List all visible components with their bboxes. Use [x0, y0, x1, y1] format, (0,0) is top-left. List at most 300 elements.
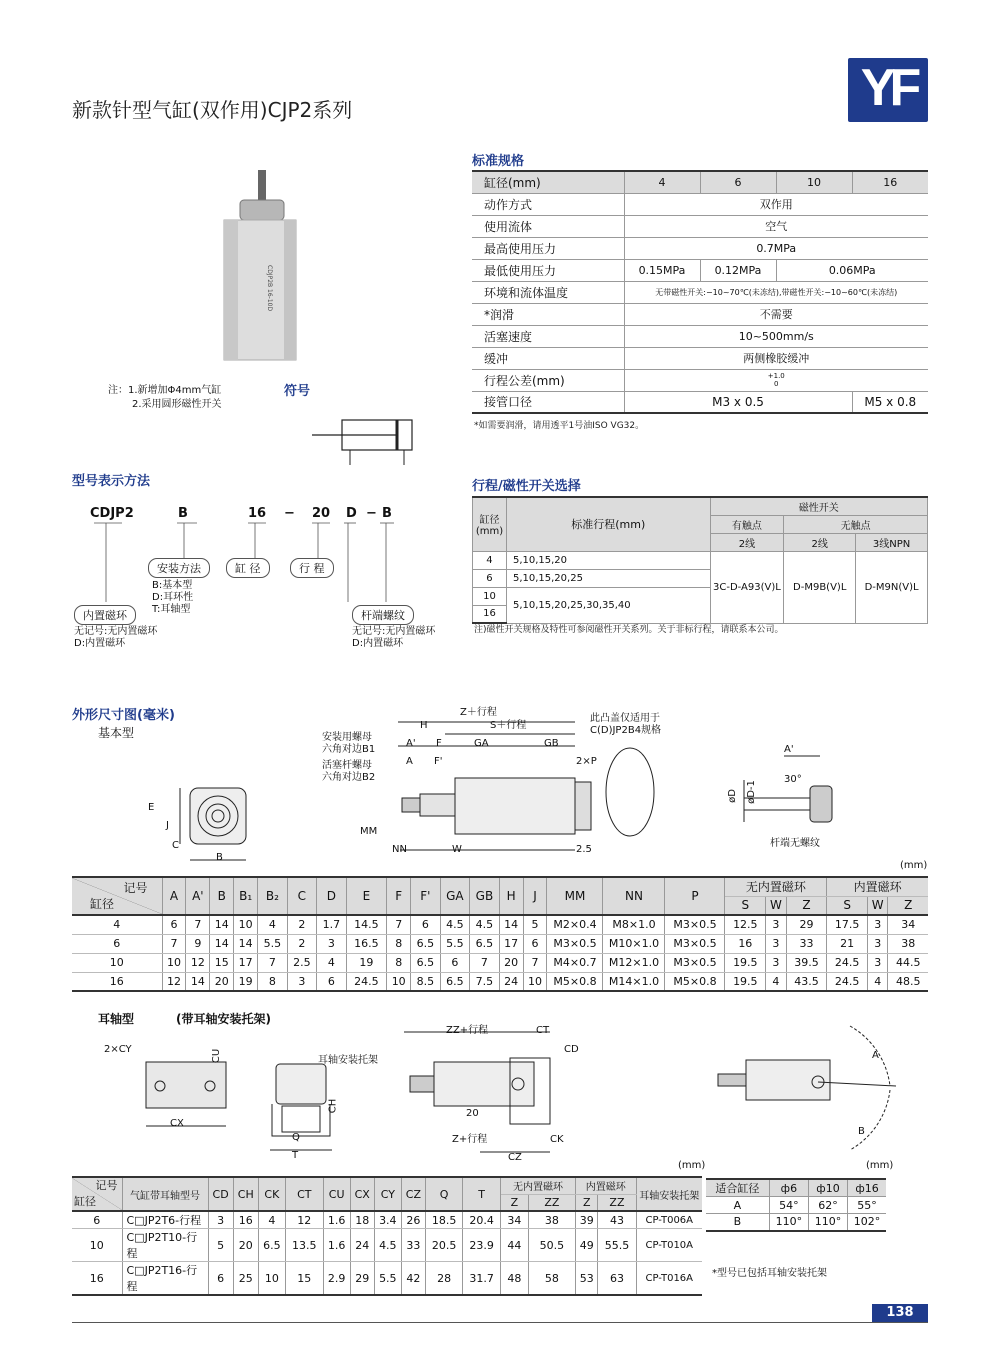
label-f1: F' — [434, 756, 443, 767]
spec-label: 缓冲 — [472, 347, 624, 369]
spec-value: 0.7MPa — [624, 237, 928, 259]
stroke-switch-table — [472, 496, 928, 624]
mount-option: B:基本型 — [152, 580, 193, 591]
ear-h: CH — [233, 1177, 258, 1211]
stroke-h-contact: 有触点 — [710, 515, 784, 533]
angle-h: ф10 — [808, 1179, 847, 1197]
label-e: E — [148, 802, 155, 813]
dim-h: H — [499, 877, 523, 915]
table-cell: 23.9 — [463, 1229, 501, 1262]
table-cell: C□JP2T6-行程 — [122, 1211, 208, 1229]
dim-h-corner — [72, 877, 162, 915]
table-cell: 10 — [72, 953, 162, 972]
ear-h: CZ — [401, 1177, 425, 1211]
ear-note: *型号已包括耳轴安装托架 — [712, 1268, 827, 1279]
ear-unit-1: (mm) — [678, 1160, 706, 1171]
ear-h: Q — [425, 1177, 463, 1211]
angle-cell: 62° — [808, 1197, 847, 1214]
table-cell: M3×0.5 — [547, 934, 603, 953]
table-cell: 14 — [234, 934, 258, 953]
symbol-label: 符号 — [284, 384, 311, 399]
stroke-bore: 10 — [473, 587, 507, 605]
table-cell: M10×1.0 — [603, 934, 665, 953]
table-cell: 4.5 — [374, 1229, 401, 1262]
model-part-stroke: 20 — [312, 506, 331, 521]
spec-header-16: 16 — [852, 171, 928, 193]
dimension-subtitle: 基本型 — [98, 726, 135, 740]
label-od: øD — [726, 789, 738, 803]
spec-value: 无带磁性开关:−10~70℃(未冻结),带磁性开关:−10~60℃(未冻结) — [624, 281, 928, 303]
rod-end-drawing — [724, 750, 844, 840]
table-cell: 3 — [867, 953, 888, 972]
spec-value: 0.15MPa — [624, 259, 700, 281]
spec-label: 动作方式 — [472, 193, 624, 215]
table-cell: 7.5 — [470, 972, 500, 991]
dimension-table — [72, 876, 928, 992]
table-row — [72, 1229, 702, 1262]
table-cell: 24.5 — [827, 953, 868, 972]
table-cell: CP-T010A — [636, 1229, 702, 1262]
table-cell: 17.5 — [827, 915, 868, 934]
ear-side-drawing — [400, 1028, 580, 1168]
table-cell: 3 — [287, 972, 316, 991]
spec-header-10: 10 — [776, 171, 852, 193]
table-cell: 50.5 — [528, 1229, 575, 1262]
table-cell: 8 — [387, 953, 411, 972]
table-cell: 4 — [258, 915, 287, 934]
stroke-values: 5,10,15,20,25 — [506, 569, 710, 587]
table-cell: M12×1.0 — [603, 953, 665, 972]
table-cell: 12.5 — [725, 915, 766, 934]
table-cell: 6 — [72, 934, 162, 953]
table-cell: 31.7 — [463, 1262, 501, 1296]
ear-h-sub: ZZ — [598, 1194, 636, 1211]
ear-h: T — [463, 1177, 501, 1211]
mount-option: T:耳轴型 — [152, 604, 191, 615]
model-part-dash2: − — [366, 506, 377, 521]
label-ct: CT — [536, 1025, 550, 1036]
spec-tolerance — [624, 369, 928, 391]
table-cell: 6 — [162, 915, 186, 934]
table-cell: 5.5 — [374, 1262, 401, 1296]
dim-h: D — [317, 877, 346, 915]
table-cell: 3 — [766, 934, 787, 953]
table-cell: 39 — [576, 1211, 598, 1229]
table-cell: 6.5 — [470, 934, 500, 953]
table-row — [72, 972, 928, 991]
ear-h: CX — [350, 1177, 374, 1211]
table-cell: M2×0.4 — [547, 915, 603, 934]
table-cell: 7 — [523, 953, 547, 972]
table-cell: 7 — [387, 915, 411, 934]
table-cell: 21 — [827, 934, 868, 953]
table-cell: 3.4 — [374, 1211, 401, 1229]
ear-subtitle: (带耳轴安装托架) — [176, 1012, 271, 1026]
table-cell: M5×0.8 — [547, 972, 603, 991]
table-cell: M3×0.5 — [665, 953, 725, 972]
table-cell: 6 — [440, 953, 470, 972]
spec-value: M3 x 0.5 — [624, 391, 852, 413]
spec-table — [472, 170, 928, 414]
table-cell: 6.5 — [440, 972, 470, 991]
table-cell: 38 — [888, 934, 928, 953]
table-cell: 3 — [766, 953, 787, 972]
model-part-bore: 16 — [248, 506, 267, 521]
ear-h: CD — [208, 1177, 233, 1211]
ear-h-sub: ZZ — [528, 1194, 575, 1211]
dim-h: F' — [411, 877, 440, 915]
label-od1: øD-1 — [745, 780, 757, 804]
tol-top: +1.0 — [767, 372, 785, 380]
stroke-bore: 4 — [473, 551, 507, 569]
table-cell: 4 — [258, 1211, 285, 1229]
dim-h: GA — [440, 877, 470, 915]
dim-h-sub: Z — [786, 896, 827, 915]
spec-header-bore: 缸径(mm) — [472, 171, 624, 193]
stroke-bore: 6 — [473, 569, 507, 587]
stroke-h-nocontact: 无触点 — [784, 515, 928, 533]
spec-label: 最高使用压力 — [472, 237, 624, 259]
angle-cell: B — [706, 1214, 769, 1231]
ear-bracket-drawing — [140, 1050, 240, 1140]
label-a: A — [406, 756, 413, 767]
model-bore-box: 缸 径 — [226, 558, 270, 578]
label-s-stroke: S＋行程 — [490, 720, 527, 731]
table-cell: M8×1.0 — [603, 915, 665, 934]
table-cell: 19 — [234, 972, 258, 991]
product-photo — [210, 165, 310, 365]
label-t: T — [292, 1150, 299, 1161]
product-note-1: 注：1.新增加Φ4mm气缸 — [108, 385, 222, 396]
model-part-base: CDJP2 — [90, 506, 134, 521]
table-cell: 6 — [317, 972, 346, 991]
product-note-2: 2.采用圆形磁性开关 — [132, 399, 222, 410]
ear-unit-2: (mm) — [866, 1160, 894, 1171]
table-cell: 33 — [401, 1229, 425, 1262]
model-mount-box: 安装方法 — [148, 558, 210, 578]
label-cu: CU — [211, 1048, 223, 1064]
table-cell: 15 — [285, 1262, 323, 1296]
angle-h: ф6 — [769, 1179, 808, 1197]
svg-text:CDJP2B 16-10D: CDJP2B 16-10D — [266, 265, 273, 312]
table-cell: 24.5 — [827, 972, 868, 991]
tol-bottom: 0 — [774, 380, 779, 388]
table-cell: 3 — [317, 934, 346, 953]
table-cell: 6 — [523, 934, 547, 953]
model-stroke-box: 行 程 — [290, 558, 334, 578]
ear-title: 耳轴型 — [98, 1012, 135, 1026]
label-a1: A' — [406, 738, 416, 749]
dim-h: GB — [470, 877, 500, 915]
spec-label: 环境和流体温度 — [472, 281, 624, 303]
dimension-section-title: 外形尺寸图(毫米) — [72, 708, 175, 723]
cylinder-symbol — [312, 410, 422, 470]
ear-h: CY — [374, 1177, 401, 1211]
stroke-section-title: 行程/磁性开关选择 — [472, 479, 581, 494]
model-thread-box: 杆端螺纹 — [352, 605, 414, 625]
label-gb: GB — [544, 738, 559, 749]
table-cell: 12 — [285, 1211, 323, 1229]
spec-value: 0.12MPa — [700, 259, 776, 281]
label-2p: 2×P — [576, 756, 597, 767]
stroke-h-2wire-b: 2线 — [784, 533, 856, 551]
table-cell: 4 — [72, 915, 162, 934]
spec-footnote: *如需要润滑，请用透平1号油ISO VG32。 — [474, 421, 645, 431]
table-cell: 19.5 — [725, 972, 766, 991]
table-cell: M14×1.0 — [603, 972, 665, 991]
label-angle-a: A — [872, 1050, 879, 1061]
spec-label: *润滑 — [472, 303, 624, 325]
table-cell: M3×0.5 — [665, 915, 725, 934]
label-z-stroke-ear: Z+行程 — [452, 1134, 488, 1145]
table-cell: 17 — [499, 934, 523, 953]
table-cell: 12 — [186, 953, 210, 972]
spec-header-4: 4 — [624, 171, 700, 193]
table-cell: 4 — [317, 953, 346, 972]
angle-cell: 54° — [769, 1197, 808, 1214]
table-cell: 20 — [499, 953, 523, 972]
label-angle-b: B — [858, 1126, 865, 1137]
spec-value: M5 x 0.8 — [852, 391, 928, 413]
label-zz-stroke: ZZ+行程 — [446, 1025, 489, 1036]
spec-value: 10~500mm/s — [624, 325, 928, 347]
dim-h-sub: W — [766, 896, 787, 915]
model-part-mount: B — [178, 506, 188, 521]
ear-h: CU — [323, 1177, 350, 1211]
dim-h-sub: S — [725, 896, 766, 915]
angle-cell: A — [706, 1197, 769, 1214]
table-cell: 6 — [411, 915, 440, 934]
stroke-values: 5,10,15,20,25,30,35,40 — [506, 587, 710, 623]
label-25: 2.5 — [576, 844, 592, 855]
table-cell: 10 — [258, 1262, 285, 1296]
table-cell: 9 — [186, 934, 210, 953]
label-ch: CH — [327, 1098, 339, 1114]
ear-table — [72, 1176, 702, 1296]
ear-h-model: 气缸带耳轴型号 — [122, 1177, 208, 1211]
table-cell: 7 — [186, 915, 210, 934]
dim-h: J — [523, 877, 547, 915]
model-part-dash1: − — [284, 506, 295, 521]
label-nn: NN — [392, 844, 407, 855]
table-cell: 19.5 — [725, 953, 766, 972]
table-cell: 15 — [210, 953, 234, 972]
table-cell: 14 — [210, 915, 234, 934]
table-cell: 58 — [528, 1262, 575, 1296]
label-j: J — [166, 820, 169, 831]
table-cell: 33 — [786, 934, 827, 953]
table-cell: 2 — [287, 915, 316, 934]
angle-table — [706, 1178, 886, 1232]
table-cell: 38 — [528, 1211, 575, 1229]
table-cell: 14 — [499, 915, 523, 934]
angle-h: ф16 — [848, 1179, 886, 1197]
label-f: F — [436, 738, 442, 749]
thread-option: 无记号:无内置磁环 — [352, 626, 436, 637]
table-row — [72, 1262, 702, 1296]
dim-h: B₂ — [258, 877, 287, 915]
dim-h: P — [665, 877, 725, 915]
ear-h: CT — [285, 1177, 323, 1211]
table-cell: 10 — [234, 915, 258, 934]
table-cell: 1.6 — [323, 1211, 350, 1229]
table-cell: 5.5 — [440, 934, 470, 953]
table-cell: 4.5 — [440, 915, 470, 934]
label-bracket: 耳轴安装托架 — [318, 1055, 378, 1066]
model-part-magnet: D — [346, 506, 357, 521]
dimension-unit: (mm) — [900, 860, 928, 871]
table-cell: 48 — [500, 1262, 528, 1296]
table-cell: 17 — [234, 953, 258, 972]
ear-h-sub: Z — [500, 1194, 528, 1211]
table-cell: 20.5 — [425, 1229, 463, 1262]
table-cell: 12 — [162, 972, 186, 991]
table-cell: 6 — [208, 1262, 233, 1296]
ear-h: CK — [258, 1177, 285, 1211]
table-cell: 8 — [387, 934, 411, 953]
table-cell: 4 — [766, 972, 787, 991]
table-cell: 55.5 — [598, 1229, 636, 1262]
table-cell: 3 — [208, 1211, 233, 1229]
dim-h: B₁ — [234, 877, 258, 915]
table-cell: 29 — [786, 915, 827, 934]
table-cell: 63 — [598, 1262, 636, 1296]
table-cell: M4×0.7 — [547, 953, 603, 972]
dim-h-sub: W — [867, 896, 888, 915]
table-row — [72, 934, 928, 953]
dim-h-sub: S — [827, 896, 868, 915]
table-cell: 4 — [867, 972, 888, 991]
table-cell: CP-T016A — [636, 1262, 702, 1296]
page-title: 新款针型气缸(双作用)CJP2系列 — [72, 98, 353, 122]
table-cell: 28 — [425, 1262, 463, 1296]
page-number: 138 — [872, 1304, 928, 1322]
mount-option: D:耳环性 — [152, 592, 194, 603]
table-cell: 53 — [576, 1262, 598, 1296]
label-piston-nut: 活塞杆螺母 — [322, 760, 372, 771]
spec-value: 空气 — [624, 215, 928, 237]
model-section-title: 型号表示方法 — [72, 474, 151, 489]
table-cell: 3 — [867, 915, 888, 934]
table-cell: 8.5 — [411, 972, 440, 991]
table-cell: CP-T006A — [636, 1211, 702, 1229]
spec-header-6: 6 — [700, 171, 776, 193]
dim-h: A — [162, 877, 186, 915]
dim-h: A' — [186, 877, 210, 915]
table-cell: 6.5 — [411, 934, 440, 953]
table-cell: 24.5 — [346, 972, 387, 991]
table-row — [72, 1211, 702, 1229]
angle-h: 适合缸径 — [706, 1179, 769, 1197]
table-cell: 20 — [210, 972, 234, 991]
spec-value: 0.06MPa — [776, 259, 928, 281]
table-cell: 6.5 — [411, 953, 440, 972]
stroke-bore: 16 — [473, 605, 507, 623]
dim-h: E — [346, 877, 387, 915]
table-cell: 13.5 — [285, 1229, 323, 1262]
table-cell: 16.5 — [346, 934, 387, 953]
table-cell: 20.4 — [463, 1211, 501, 1229]
table-cell: 1.6 — [323, 1229, 350, 1262]
table-cell: 10 — [523, 972, 547, 991]
ear-angle-drawing — [700, 1020, 900, 1160]
label-2cy: 2×CY — [104, 1044, 132, 1055]
dim-h: NN — [603, 877, 665, 915]
dim-h-symbol: 记号 — [123, 881, 148, 895]
table-cell: 16 — [72, 972, 162, 991]
table-cell: 7 — [162, 934, 186, 953]
label-a-prime: A' — [784, 744, 794, 755]
table-cell: 16 — [233, 1211, 258, 1229]
table-cell: 5 — [523, 915, 547, 934]
table-cell: 2.9 — [323, 1262, 350, 1296]
table-cell: 29 — [350, 1262, 374, 1296]
label-w: W — [452, 844, 462, 855]
spec-label: 活塞速度 — [472, 325, 624, 347]
table-cell: 20 — [233, 1229, 258, 1262]
table-cell: 6.5 — [258, 1229, 285, 1262]
table-cell: 19 — [346, 953, 387, 972]
table-row — [72, 953, 928, 972]
label-c: C — [172, 840, 179, 851]
table-cell: 3 — [867, 934, 888, 953]
stroke-values: 5,10,15,20 — [506, 551, 710, 569]
angle-cell: 102° — [848, 1214, 886, 1231]
stroke-h-3wire: 3线NPN — [856, 533, 928, 551]
table-cell: 43.5 — [786, 972, 827, 991]
table-cell: M3×0.5 — [665, 934, 725, 953]
table-cell: 43 — [598, 1211, 636, 1229]
cap-note-1: 此凸盖仅适用于 — [590, 713, 660, 724]
brand-logo: YF — [848, 58, 928, 122]
table-cell: 4.5 — [470, 915, 500, 934]
table-cell: 34 — [888, 915, 928, 934]
angle-cell: 110° — [808, 1214, 847, 1231]
table-cell: 2 — [287, 934, 316, 953]
angle-cell: 110° — [769, 1214, 808, 1231]
table-cell: 16 — [72, 1262, 122, 1296]
table-cell: 10 — [162, 953, 186, 972]
table-cell: 14.5 — [346, 915, 387, 934]
dim-h: F — [387, 877, 411, 915]
label-cx: CX — [170, 1118, 184, 1129]
table-cell: C□JP2T10-行程 — [122, 1229, 208, 1262]
footer-rule — [72, 1322, 928, 1323]
table-cell: 10 — [387, 972, 411, 991]
stroke-h-std: 标准行程(mm) — [506, 497, 710, 551]
table-cell: 44 — [500, 1229, 528, 1262]
spec-value: 不需要 — [624, 303, 928, 325]
thread-option: D:内置磁环 — [352, 638, 404, 649]
spec-value: 双作用 — [624, 193, 928, 215]
ear-h-symbol: 记号 — [95, 1179, 118, 1192]
dim-h-mag: 内置磁环 — [827, 877, 928, 896]
label-cz: CZ — [508, 1152, 522, 1163]
angle-cell: 55° — [848, 1197, 886, 1214]
label-mm: MM — [360, 826, 378, 837]
label-ga: GA — [474, 738, 489, 749]
table-cell: 18.5 — [425, 1211, 463, 1229]
model-magnet-box: 内置磁环 — [74, 605, 136, 625]
ear-h-corner — [72, 1177, 122, 1211]
label-q: Q — [292, 1132, 300, 1143]
table-cell: 5.5 — [258, 934, 287, 953]
stroke-h-switch: 磁性开关 — [710, 497, 928, 515]
label-no-thread: 杆端无螺纹 — [770, 838, 820, 849]
label-mount-nut: 安装用螺母 — [322, 732, 372, 743]
table-cell: 49 — [576, 1229, 598, 1262]
label-z-stroke: Z＋行程 — [460, 707, 497, 718]
